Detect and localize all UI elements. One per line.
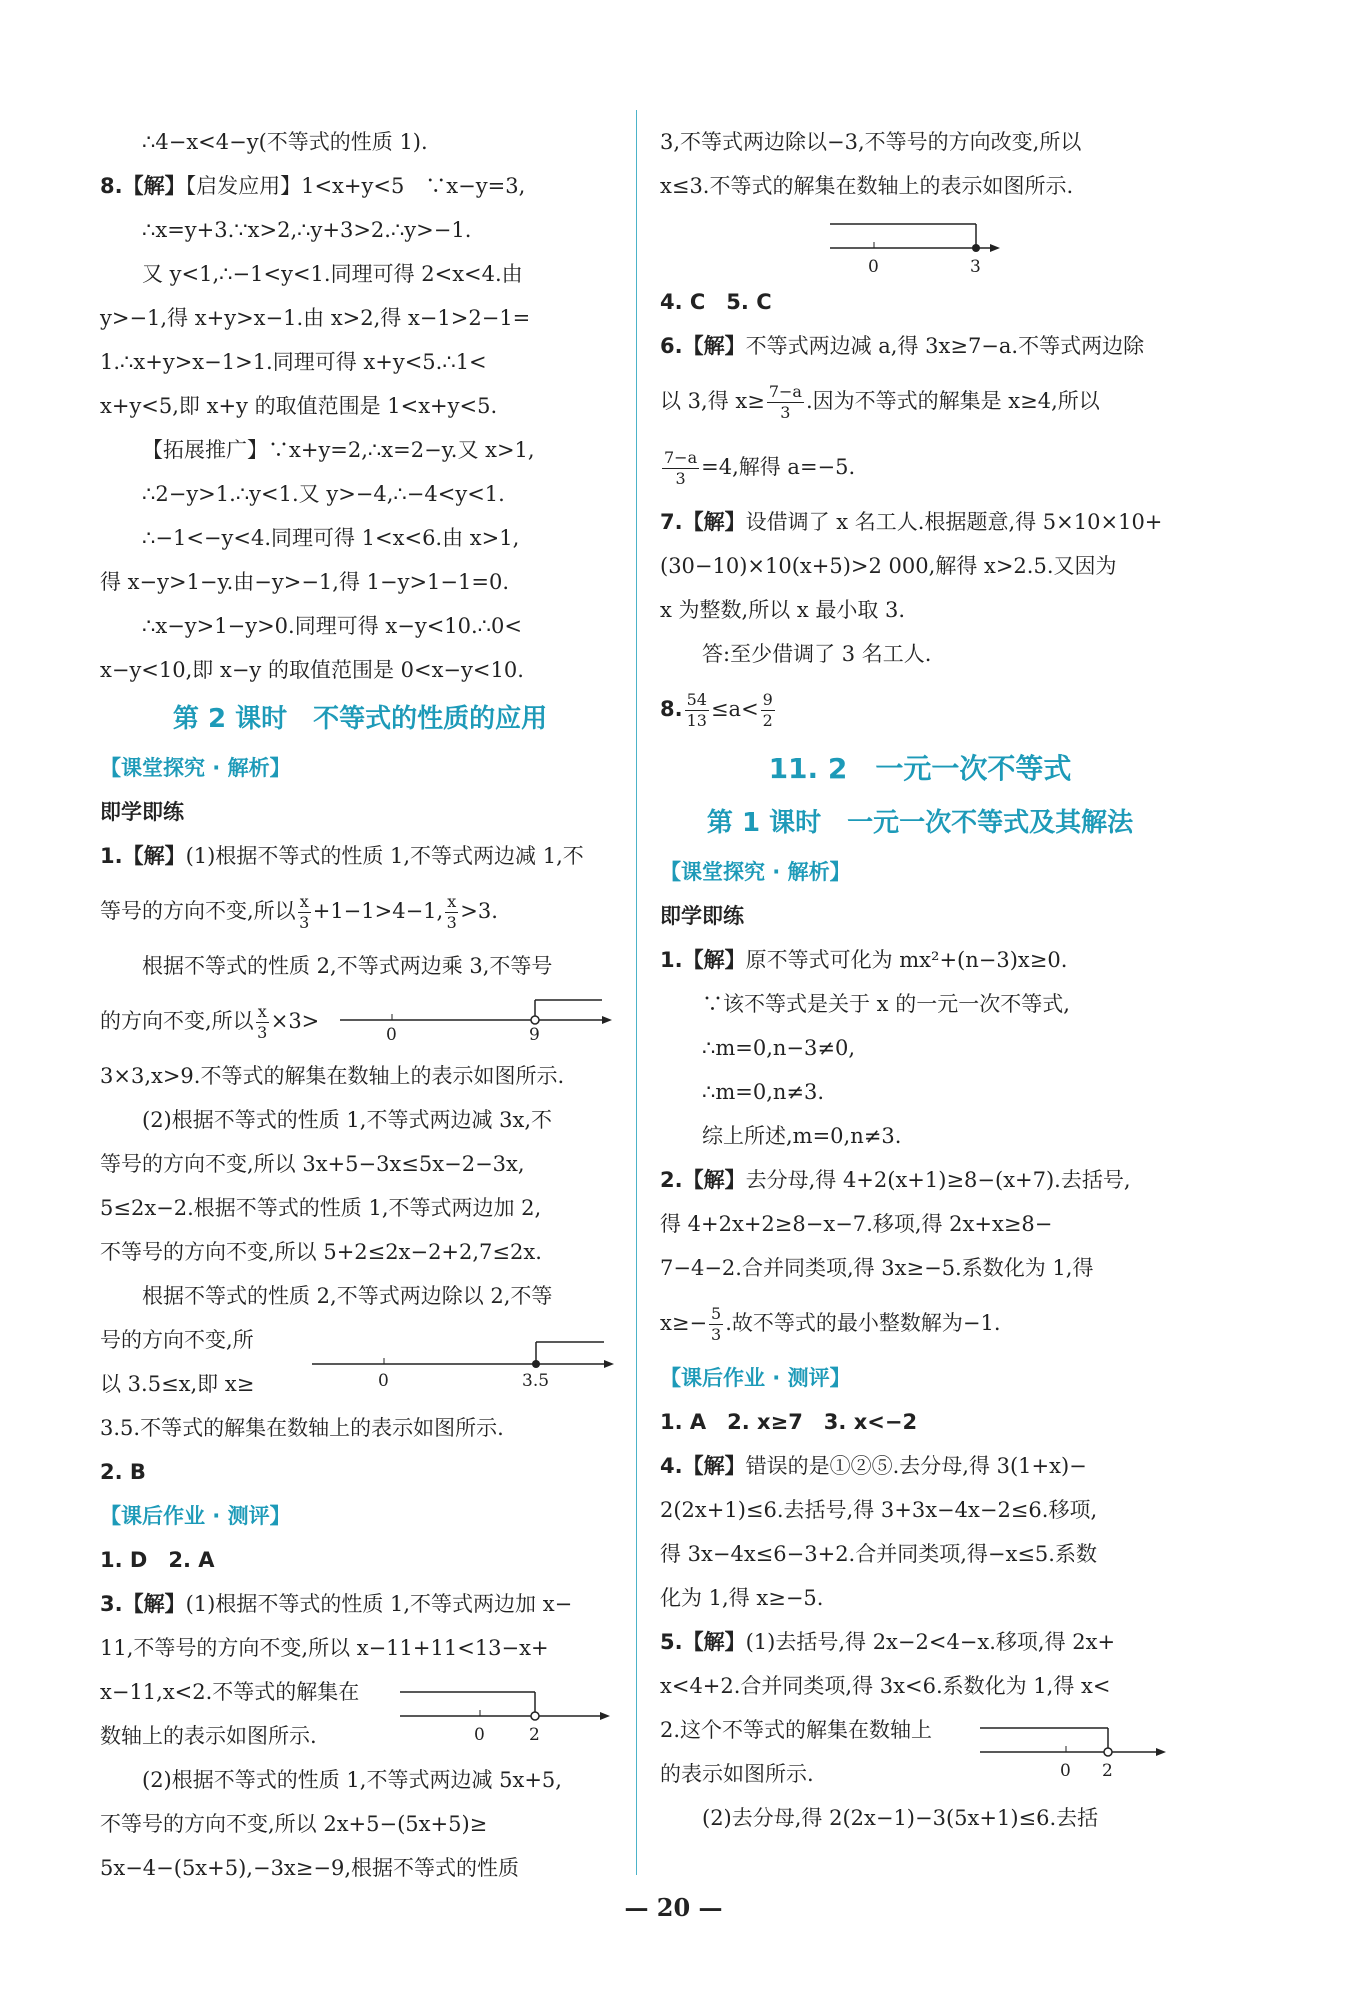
answer-tag: 【解】 bbox=[682, 1454, 746, 1478]
answer-tag: 【解】 bbox=[682, 1168, 746, 1192]
question-5 bbox=[660, 1620, 1180, 1664]
question-number: 7. bbox=[660, 510, 683, 534]
text-span: .故不等式的最小整数解为−1. bbox=[725, 1311, 1001, 1335]
number-line-figure bbox=[400, 1680, 620, 1748]
text-line: 根据不等式的性质 2,不等式两边除以 2,不等 bbox=[142, 1284, 553, 1308]
fraction bbox=[767, 382, 804, 423]
text-line: 根据不等式的性质 2,不等式两边乘 3,不等号 bbox=[142, 954, 553, 978]
numerator: x bbox=[257, 1002, 267, 1021]
question-4 bbox=[660, 1444, 1180, 1488]
text-line: 11,不等号的方向不变,所以 x−11+11<13−x+ bbox=[100, 1636, 549, 1660]
number-line-figure bbox=[340, 992, 620, 1052]
text-span: .因为不等式的解集是 x≥4,所以 bbox=[805, 389, 1100, 413]
text-line: 不等号的方向不变,所以 2x+5−(5x+5)≥ bbox=[100, 1812, 488, 1836]
text-line: (2)根据不等式的性质 1,不等式两边减 5x+5, bbox=[142, 1768, 562, 1792]
question-number: 1. bbox=[100, 844, 123, 868]
text-span: ×3> bbox=[270, 1009, 320, 1033]
text-span: 以 3,得 x≥ bbox=[660, 389, 765, 413]
question-1 bbox=[100, 834, 620, 878]
text-line: 不等式两边减 a,得 3x≥7−a.不等式两边除 bbox=[745, 334, 1145, 358]
fraction bbox=[709, 1304, 723, 1345]
text-line: x≤3.不等式的解集在数轴上的表示如图所示. bbox=[660, 174, 1074, 198]
text-line bbox=[660, 434, 1180, 500]
text-span: 的方向不变,所以 bbox=[100, 1009, 254, 1033]
text-line: x−11,x<2.不等式的解集在 bbox=[100, 1680, 360, 1704]
tick-label: 0 bbox=[378, 1371, 389, 1391]
question-number: 3. bbox=[100, 1592, 123, 1616]
denominator: 2 bbox=[762, 711, 773, 730]
text-line bbox=[660, 1290, 1180, 1356]
text-line: ∴m=0,n−3≠0, bbox=[702, 1036, 856, 1060]
text-line: 【启发应用】1<x+y<5 ∵x−y=3, bbox=[185, 174, 526, 198]
text-span: +1−1>4−1, bbox=[312, 899, 444, 923]
text-line: ∴x=y+3.∵x>2,∴y+3>2.∴y>−1. bbox=[142, 218, 472, 242]
question-number: 1. bbox=[660, 948, 683, 972]
question-number: 2. bbox=[660, 1168, 683, 1192]
denominator: 3 bbox=[675, 469, 686, 488]
open-endpoint bbox=[531, 1016, 539, 1024]
lesson-title: 第 2 课时 不等式的性质的应用 bbox=[172, 704, 548, 734]
text-line: 又 y<1,∴−1<y<1.同理可得 2<x<4.由 bbox=[142, 262, 523, 286]
question-3 bbox=[100, 1582, 620, 1626]
denominator: 3 bbox=[299, 913, 310, 932]
tick-label: 3.5 bbox=[522, 1371, 550, 1391]
axis-arrow bbox=[602, 1016, 612, 1024]
answer-line: 2. B bbox=[100, 1460, 146, 1484]
closed-endpoint bbox=[532, 1360, 540, 1368]
text-line: 3.5.不等式的解集在数轴上的表示如图所示. bbox=[100, 1416, 504, 1440]
fraction bbox=[256, 1002, 269, 1043]
section-heading: 【课后作业 · 测评】 bbox=[660, 1366, 851, 1390]
tick-label: 2 bbox=[1102, 1761, 1113, 1781]
question-8 bbox=[660, 676, 1180, 742]
text-line: 得 3x−4x≤6−3+2.合并同类项,得−x≤5.系数 bbox=[660, 1542, 1097, 1566]
question-8 bbox=[100, 164, 620, 208]
fraction bbox=[445, 892, 458, 933]
text-line: (1)去括号,得 2x−2<4−x.移项,得 2x+ bbox=[745, 1630, 1116, 1654]
tick-label: 0 bbox=[1060, 1761, 1071, 1781]
text-line: 号的方向不变,所 bbox=[100, 1328, 254, 1352]
text-line bbox=[660, 368, 1180, 434]
numerator: x bbox=[447, 892, 457, 911]
tick-label: 3 bbox=[970, 257, 981, 277]
number-line-figure bbox=[830, 212, 1010, 278]
question-2 bbox=[660, 1158, 1180, 1202]
text-span: =4,解得 a=−5. bbox=[701, 455, 856, 479]
tick-label: 2 bbox=[529, 1725, 540, 1745]
denominator: 3 bbox=[446, 913, 457, 932]
practice-heading: 即学即练 bbox=[100, 800, 184, 824]
question-number: 5. bbox=[660, 1630, 683, 1654]
answer-tag: 【解】 bbox=[122, 1592, 186, 1616]
page-number: — 20 — bbox=[624, 1893, 723, 1922]
numerator: 54 bbox=[686, 690, 707, 709]
denominator: 3 bbox=[780, 403, 791, 422]
figure-block bbox=[660, 208, 1180, 280]
text-line: x−y<10,即 x−y 的取值范围是 0<x−y<10. bbox=[100, 658, 524, 682]
text-line: 综上所述,m=0,n≠3. bbox=[702, 1124, 902, 1148]
tick-label: 0 bbox=[474, 1725, 485, 1745]
right-column bbox=[660, 120, 1180, 1840]
axis-arrow bbox=[600, 1712, 610, 1720]
text-line: 不等号的方向不变,所以 5+2≤2x−2+2,7≤2x. bbox=[100, 1240, 542, 1264]
question-1 bbox=[660, 938, 1180, 982]
practice-heading: 即学即练 bbox=[660, 904, 744, 928]
text-line: ∴4−x<4−y(不等式的性质 1). bbox=[142, 130, 428, 154]
open-endpoint bbox=[1104, 1748, 1112, 1756]
question-number: 8. bbox=[100, 174, 123, 198]
text-line: y>−1,得 x+y>x−1.由 x>2,得 x−1>2−1= bbox=[100, 306, 531, 330]
answer-tag: 【解】 bbox=[682, 948, 746, 972]
text-line: 设借调了 x 名工人.根据题意,得 5×10×10+ bbox=[745, 510, 1163, 534]
text-line: 答:至少借调了 3 名工人. bbox=[702, 642, 932, 666]
text-line: 5x−4−(5x+5),−3x≥−9,根据不等式的性质 bbox=[100, 1856, 520, 1880]
text-line: 【拓展推广】∵x+y=2,∴x=2−y.又 x>1, bbox=[142, 438, 535, 462]
numerator: 9 bbox=[762, 690, 773, 709]
text-line: 7−4−2.合并同类项,得 3x≥−5.系数化为 1,得 bbox=[660, 1256, 1094, 1280]
fraction bbox=[761, 690, 775, 731]
text-span: x≥− bbox=[660, 1311, 708, 1335]
tick-label: 9 bbox=[529, 1025, 540, 1045]
fraction bbox=[298, 892, 311, 933]
text-line: 原不等式可化为 mx²+(n−3)x≥0. bbox=[745, 948, 1068, 972]
question-number: 6. bbox=[660, 334, 683, 358]
text-line: 2(2x+1)≤6.去括号,得 3+3x−4x−2≤6.移项, bbox=[660, 1498, 1098, 1522]
section-heading: 【课堂探究 · 解析】 bbox=[660, 860, 851, 884]
text-line: (1)根据不等式的性质 1,不等式两边加 x− bbox=[185, 1592, 573, 1616]
text-line: 数轴上的表示如图所示. bbox=[100, 1724, 317, 1748]
text-line: 等号的方向不变,所以 3x+5−3x≤5x−2−3x, bbox=[100, 1152, 525, 1176]
text-line: 3×3,x>9.不等式的解集在数轴上的表示如图所示. bbox=[100, 1064, 565, 1088]
question-7 bbox=[660, 500, 1180, 544]
text-line: ∵该不等式是关于 x 的一元一次不等式, bbox=[702, 992, 1070, 1016]
text-line: (1)根据不等式的性质 1,不等式两边减 1,不 bbox=[185, 844, 584, 868]
figure-block bbox=[660, 1708, 1180, 1796]
closed-endpoint bbox=[972, 244, 980, 252]
text-line: 以 3.5≤x,即 x≥ bbox=[100, 1372, 255, 1396]
text-line: ∴m=0,n≠3. bbox=[702, 1080, 825, 1104]
denominator: 13 bbox=[686, 711, 707, 730]
text-line: (2)去分母,得 2(2x−1)−3(5x+1)≤6.去括 bbox=[702, 1806, 1099, 1830]
denominator: 3 bbox=[711, 1325, 722, 1344]
lesson-title: 第 1 课时 一元一次不等式及其解法 bbox=[706, 808, 1134, 838]
axis-arrow bbox=[604, 1360, 614, 1368]
axis-arrow bbox=[990, 244, 1000, 252]
figure-block bbox=[100, 1670, 620, 1758]
text-line bbox=[100, 988, 620, 1054]
section-title: 11. 2 一元一次不等式 bbox=[768, 752, 1072, 785]
text-line: ∴x−y>1−y>0.同理可得 x−y<10.∴0< bbox=[142, 614, 522, 638]
text-line bbox=[100, 878, 620, 944]
number-line-figure bbox=[312, 1332, 622, 1394]
text-line: 3,不等式两边除以−3,不等号的方向改变,所以 bbox=[660, 130, 1082, 154]
answer-tag: 【解】 bbox=[682, 510, 746, 534]
numerator: 7−a bbox=[664, 448, 698, 467]
text-line: x 为整数,所以 x 最小取 3. bbox=[660, 598, 906, 622]
denominator: 3 bbox=[257, 1023, 268, 1042]
numerator: x bbox=[299, 892, 309, 911]
tick-label: 0 bbox=[868, 257, 879, 277]
text-line: 化为 1,得 x≥−5. bbox=[660, 1586, 824, 1610]
text-line: x+y<5,即 x+y 的取值范围是 1<x+y<5. bbox=[100, 394, 498, 418]
answer-line: 1. A 2. x≥7 3. x<−2 bbox=[660, 1410, 918, 1434]
text-line: x<4+2.合并同类项,得 3x<6.系数化为 1,得 x< bbox=[660, 1674, 1111, 1698]
axis-arrow bbox=[1156, 1748, 1166, 1756]
text-line: 1.∴x+y>x−1>1.同理可得 x+y<5.∴1< bbox=[100, 350, 487, 374]
text-span: ≤a< bbox=[710, 697, 759, 721]
question-number: 4. bbox=[660, 1454, 683, 1478]
number-line-figure bbox=[980, 1716, 1180, 1784]
numerator: 5 bbox=[711, 1304, 722, 1323]
tick-label: 0 bbox=[386, 1025, 397, 1045]
text-line: 2.这个不等式的解集在数轴上 bbox=[660, 1718, 933, 1742]
text-line: ∴−1<−y<4.同理可得 1<x<6.由 x>1, bbox=[142, 526, 520, 550]
section-heading: 【课堂探究 · 解析】 bbox=[100, 756, 291, 780]
figure-block bbox=[100, 1318, 620, 1406]
text-span: >3. bbox=[460, 899, 498, 923]
text-line: 去分母,得 4+2(x+1)≥8−(x+7).去括号, bbox=[745, 1168, 1131, 1192]
fraction bbox=[685, 690, 709, 731]
numerator: 7−a bbox=[768, 382, 802, 401]
text-line: (30−10)×10(x+5)>2 000,解得 x>2.5.又因为 bbox=[660, 554, 1117, 578]
answer-tag: 【解】 bbox=[682, 1630, 746, 1654]
fraction bbox=[662, 448, 699, 489]
answer-tag: 【解】 bbox=[122, 844, 186, 868]
answer-tag: 【解】 bbox=[682, 334, 746, 358]
text-line: (2)根据不等式的性质 1,不等式两边减 3x,不 bbox=[142, 1108, 553, 1132]
left-column bbox=[100, 120, 620, 1890]
text-line: 5≤2x−2.根据不等式的性质 1,不等式两边加 2, bbox=[100, 1196, 542, 1220]
answer-tag: 【解】 bbox=[122, 174, 186, 198]
section-heading: 【课后作业 · 测评】 bbox=[100, 1504, 291, 1528]
text-line: 错误的是①②⑤.去分母,得 3(1+x)− bbox=[745, 1454, 1087, 1478]
question-number: 8. bbox=[660, 697, 683, 721]
open-endpoint bbox=[531, 1712, 539, 1720]
question-6 bbox=[660, 324, 1180, 368]
answer-line: 1. D 2. A bbox=[100, 1548, 215, 1572]
column-divider bbox=[636, 110, 637, 1875]
text-line: 得 x−y>1−y.由−y>−1,得 1−y>1−1=0. bbox=[100, 570, 510, 594]
text-line: 得 4+2x+2≥8−x−7.移项,得 2x+x≥8− bbox=[660, 1212, 1053, 1236]
text-line: ∴2−y>1.∴y<1.又 y>−4,∴−4<y<1. bbox=[142, 482, 505, 506]
text-line: 的表示如图所示. bbox=[660, 1762, 814, 1786]
answer-line: 4. C 5. C bbox=[660, 290, 772, 314]
text-span: 等号的方向不变,所以 bbox=[100, 899, 296, 923]
